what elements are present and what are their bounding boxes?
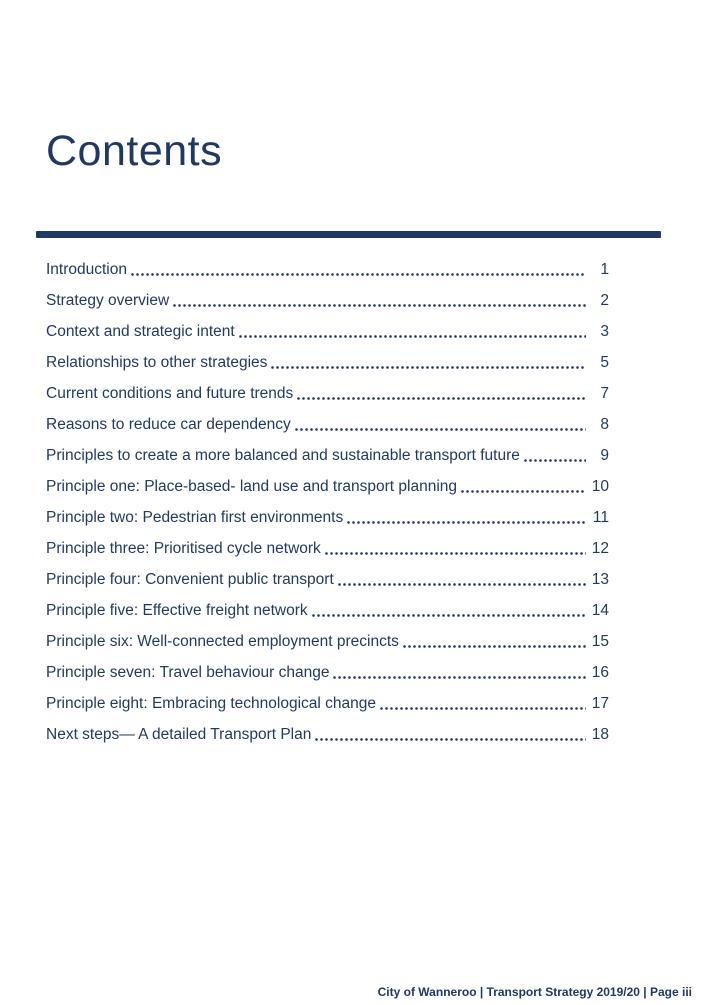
toc-dot-leader (332, 676, 586, 679)
toc-entry-label: Principle six: Well-connected employment precincts (46, 633, 399, 651)
toc-entry-page: 7 (600, 385, 609, 403)
toc-entry-label: Next steps— A detailed Transport Plan (46, 726, 312, 744)
toc-entry-page: 14 (591, 602, 609, 620)
toc-dot-leader (523, 459, 586, 462)
toc-entry-page: 10 (591, 478, 609, 496)
toc-entry[interactable] (46, 687, 609, 718)
toc-entry-page: 2 (600, 292, 609, 310)
toc-entry-label: Principle three: Prioritised cycle network (46, 540, 321, 558)
toc-entry-label: Principle five: Effective freight network (46, 602, 308, 620)
footer-text: City of Wanneroo | Transport Strategy 2019/20 | Page iii (377, 985, 692, 999)
toc-entry[interactable] (46, 284, 609, 315)
toc-entry-label: Principle one: Place-based- land use and transport planning (46, 478, 458, 496)
toc-dot-leader (460, 490, 586, 493)
toc-dot-leader (314, 738, 586, 741)
toc-entry[interactable] (46, 594, 609, 625)
toc-entry-page: 5 (600, 354, 609, 372)
toc-entry-page: 18 (591, 726, 609, 744)
page-footer (378, 985, 692, 999)
toc-entry-page: 1 (600, 261, 609, 279)
toc-entry[interactable] (46, 439, 609, 470)
toc-entry-page: 16 (591, 664, 609, 682)
toc-dot-leader (270, 366, 586, 369)
toc-entry-label: Principle seven: Travel behaviour change (46, 664, 330, 682)
toc-dot-leader (402, 645, 586, 648)
toc-entry-page: 17 (591, 695, 609, 713)
toc-entry-page: 15 (591, 633, 609, 651)
toc-dot-leader (311, 614, 586, 617)
toc-entry[interactable] (46, 501, 609, 532)
toc-entry-page: 13 (591, 571, 609, 589)
toc-list (46, 253, 609, 749)
toc-entry-label: Current conditions and future trends (46, 385, 294, 403)
toc-entry-label: Context and strategic intent (46, 323, 235, 341)
toc-entry[interactable] (46, 315, 609, 346)
toc-entry[interactable] (46, 470, 609, 501)
toc-dot-leader (379, 707, 586, 710)
title-divider-rule (36, 231, 661, 238)
toc-entry-label: Principle eight: Embracing technological change (46, 695, 377, 713)
toc-dot-leader (172, 304, 586, 307)
toc-entry[interactable] (46, 563, 609, 594)
page-title: Contents (46, 127, 223, 175)
toc-entry[interactable] (46, 253, 609, 284)
toc-entry-label: Principles to create a more balanced and sustainable transport future (46, 447, 520, 465)
toc-entry-label: Reasons to reduce car dependency (46, 416, 291, 434)
toc-entry-label: Introduction (46, 261, 127, 279)
toc-entry-page: 11 (592, 509, 609, 527)
toc-dot-leader (337, 583, 586, 586)
toc-entry[interactable] (46, 408, 609, 439)
toc-entry[interactable] (46, 377, 609, 408)
toc-dot-leader (238, 335, 586, 338)
toc-entry[interactable] (46, 656, 609, 687)
toc-entry-label: Strategy overview (46, 292, 170, 310)
toc-entry-page: 9 (600, 447, 609, 465)
toc-entry-label: Principle two: Pedestrian first environments (46, 509, 344, 527)
toc-entry[interactable] (46, 346, 609, 377)
toc-dot-leader (324, 552, 586, 555)
toc-dot-leader (296, 397, 586, 400)
toc-entry-page: 12 (591, 540, 609, 558)
toc-entry[interactable] (46, 625, 609, 656)
toc-entry-page: 3 (600, 323, 609, 341)
toc-dot-leader (130, 273, 586, 276)
toc-dot-leader (294, 428, 586, 431)
toc-dot-leader (346, 521, 586, 524)
toc-entry-label: Relationships to other strategies (46, 354, 268, 372)
toc-entry[interactable] (46, 532, 609, 563)
toc-entry-label: Principle four: Convenient public transport (46, 571, 334, 589)
toc-entry[interactable] (46, 718, 609, 749)
toc-entry-page: 8 (600, 416, 609, 434)
